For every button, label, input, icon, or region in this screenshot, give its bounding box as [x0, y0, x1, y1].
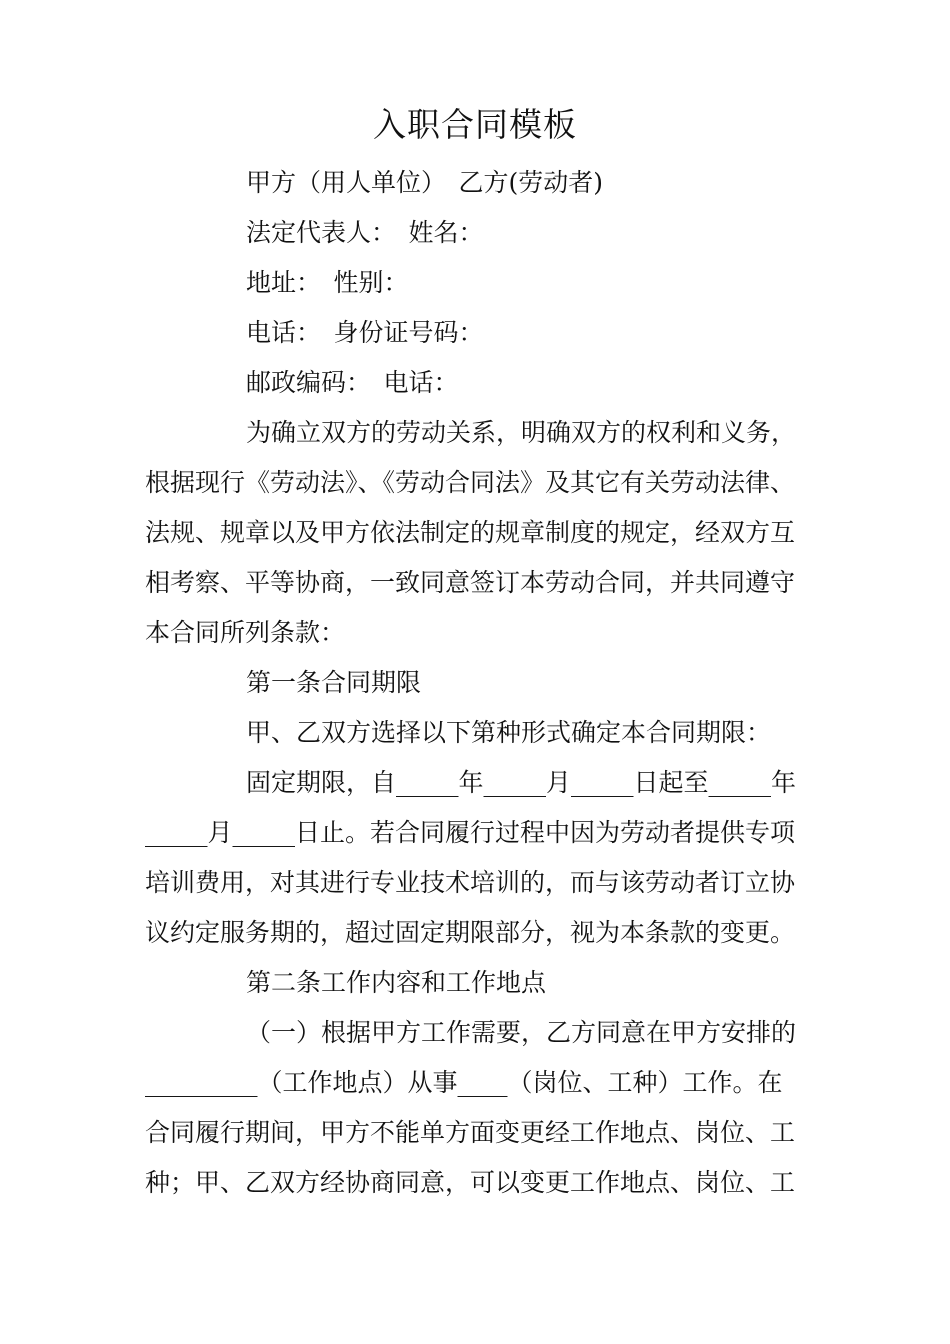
- legal-rep-line: 法定代表人： 姓名：: [246, 218, 484, 247]
- article-2-heading: 第二条工作内容和工作地点: [246, 968, 547, 997]
- article-1-heading: 第一条合同期限: [246, 668, 422, 697]
- preamble-line: 法规、规章以及甲方依法制定的规章制度的规定，经双方互: [145, 518, 796, 547]
- article-2-line: _________（工作地点）从事____（岗位、工种）工作。在: [145, 1068, 783, 1097]
- document-title: 入职合同模板: [373, 105, 577, 144]
- article-1-line: 固定期限，自_____年_____月_____日起至_____年: [246, 768, 797, 797]
- article-1-line: 甲、乙双方选择以下第种形式确定本合同期限：: [246, 718, 772, 747]
- article-1-line: 培训费用，对其进行专业技术培训的，而与该劳动者订立协: [145, 868, 796, 897]
- article-2-line: 种；甲、乙双方经协商同意，可以变更工作地点、岗位、工: [145, 1168, 796, 1197]
- article-1-line: 议约定服务期的，超过固定期限部分，视为本条款的变更。: [145, 918, 796, 947]
- article-2-line: （一）根据甲方工作需要，乙方同意在甲方安排的: [246, 1018, 797, 1047]
- preamble-line: 相考察、平等协商，一致同意签订本劳动合同，并共同遵守: [145, 568, 796, 597]
- article-2-line: 合同履行期间，甲方不能单方面变更经工作地点、岗位、工: [145, 1118, 796, 1147]
- preamble-line: 根据现行《劳动法》、《劳动合同法》及其它有关劳动法律、: [145, 468, 796, 497]
- preamble-line: 为确立双方的劳动关系，明确双方的权利和义务，: [246, 418, 797, 447]
- phone-id-line: 电话： 身份证号码：: [246, 318, 484, 347]
- address-line: 地址： 性别：: [246, 268, 409, 297]
- article-1-line: _____月_____日止。若合同履行过程中因为劳动者提供专项: [145, 818, 796, 847]
- preamble-line: 本合同所列条款：: [145, 618, 346, 647]
- party-header-line: 甲方（用人单位） 乙方(劳动者): [246, 168, 604, 197]
- postal-code-line: 邮政编码： 电话：: [246, 368, 459, 397]
